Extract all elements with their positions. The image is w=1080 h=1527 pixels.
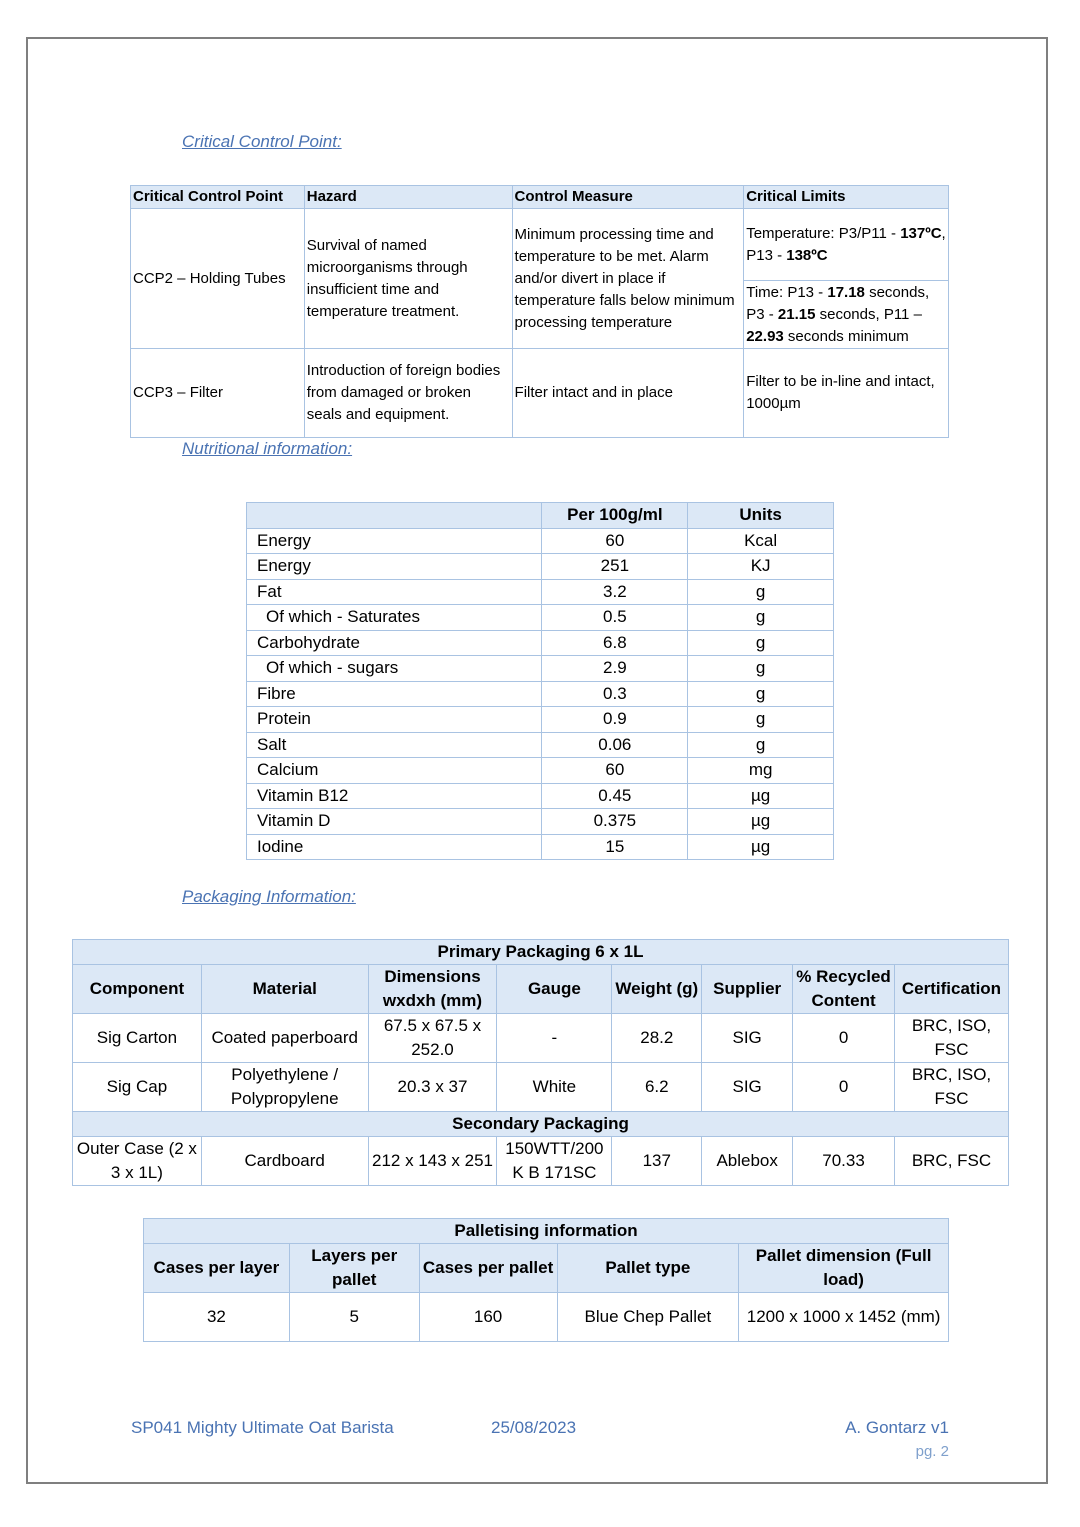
pack-header-dimensions: Dimensions wxdxh (mm) <box>368 965 497 1014</box>
nutrition-table <box>246 502 834 860</box>
pack-header-gauge: Gauge <box>497 965 612 1014</box>
pallet-header: Cases per pallet <box>419 1244 557 1293</box>
nutrient-value: 2.9 <box>542 656 688 682</box>
ccp-limit-temperature <box>744 209 949 281</box>
nutrient-name: Vitamin B12 <box>247 783 542 809</box>
nutrient-name: Fat <box>247 579 542 605</box>
limit-text: Time: P13 - <box>746 283 828 301</box>
table-row <box>247 732 834 758</box>
table-row <box>73 1063 1009 1112</box>
pack-cell: Sig Carton <box>73 1014 202 1063</box>
pack-header-supplier: Supplier <box>702 965 793 1014</box>
table-row <box>73 1137 1009 1186</box>
table-row <box>247 783 834 809</box>
ccp-measure: Minimum processing time and temperature to be met. Alarm and/or divert in place if temperature falls below minimum processing temperature <box>512 209 744 349</box>
nutrient-value: 3.2 <box>542 579 688 605</box>
nutrient-value: 0.5 <box>542 605 688 631</box>
pack-cell: 70.33 <box>793 1137 895 1186</box>
table-row <box>73 1014 1009 1063</box>
nutrient-unit: µg <box>688 809 834 835</box>
pack-cell: SIG <box>702 1063 793 1112</box>
nutrient-unit: g <box>688 732 834 758</box>
nutrient-unit: mg <box>688 758 834 784</box>
ccp-limit: Filter to be in-line and intact, 1000µm <box>744 349 949 438</box>
nutrient-name: Energy <box>247 528 542 554</box>
nutrient-value: 0.375 <box>542 809 688 835</box>
table-row <box>247 707 834 733</box>
ccp-hazard: Introduction of foreign bodies from damaged or broken seals and equipment. <box>304 349 512 438</box>
limit-text: seconds minimum <box>783 327 909 345</box>
nutrient-unit: KJ <box>688 554 834 580</box>
nutrition-header-name <box>247 503 542 529</box>
table-row <box>247 656 834 682</box>
nutrition-heading: Nutritional information: <box>182 439 353 458</box>
table-row <box>247 809 834 835</box>
table-row <box>131 349 949 438</box>
ccp-header-point: Critical Control Point <box>131 186 305 209</box>
pack-cell: 0 <box>793 1063 895 1112</box>
primary-packaging-title: Primary Packaging 6 x 1L <box>73 940 1009 965</box>
limit-text: seconds, P11 – <box>815 305 922 323</box>
ccp-point: CCP3 – Filter <box>131 349 305 438</box>
nutrient-value: 15 <box>542 834 688 860</box>
pallet-header: Layers per pallet <box>289 1244 419 1293</box>
pack-header-component: Component <box>73 965 202 1014</box>
nutrient-name: Salt <box>247 732 542 758</box>
pallet-cell: 1200 x 1000 x 1452 (mm) <box>739 1293 949 1342</box>
ccp-header-limits: Critical Limits <box>744 186 949 209</box>
limit-text: Temperature: P3/P11 - <box>746 224 901 242</box>
nutrient-value: 60 <box>542 528 688 554</box>
pack-header-weight: Weight (g) <box>612 965 702 1014</box>
limit-text: seconds, P3 - <box>746 283 930 323</box>
limit-value: 21.15 <box>777 305 816 323</box>
packaging-header-row <box>73 965 1009 1014</box>
nutrient-name: Of which - sugars <box>247 656 542 682</box>
pallet-cell: Blue Chep Pallet <box>557 1293 739 1342</box>
nutrient-name: Calcium <box>247 758 542 784</box>
nutrient-name: Iodine <box>247 834 542 860</box>
table-row <box>247 834 834 860</box>
limit-value: 137ºC <box>900 224 942 242</box>
packaging-heading: Packaging Information: <box>182 887 356 906</box>
pack-cell: 67.5 x 67.5 x 252.0 <box>368 1014 497 1063</box>
nutrition-header-value: Per 100g/ml <box>542 503 688 529</box>
pack-cell: 20.3 x 37 <box>368 1063 497 1112</box>
nutrient-unit: g <box>688 579 834 605</box>
nutrient-name: Vitamin D <box>247 809 542 835</box>
pallet-cell: 32 <box>144 1293 290 1342</box>
table-row <box>247 554 834 580</box>
nutrient-name: Energy <box>247 554 542 580</box>
pack-cell: Sig Cap <box>73 1063 202 1112</box>
table-row <box>247 758 834 784</box>
pack-cell: 28.2 <box>612 1014 702 1063</box>
nutrient-name: Of which - Saturates <box>247 605 542 631</box>
pack-cell: Cardboard <box>201 1137 368 1186</box>
nutrient-unit: g <box>688 605 834 631</box>
packaging-table <box>72 939 1009 1186</box>
ccp-point: CCP2 – Holding Tubes <box>131 209 305 349</box>
pack-cell: SIG <box>702 1014 793 1063</box>
pack-header-recycled: % Recycled Content <box>793 965 895 1014</box>
pack-cell: 212 x 143 x 251 <box>368 1137 497 1186</box>
limit-value: 22.93 <box>746 327 784 345</box>
nutrient-unit: g <box>688 707 834 733</box>
nutrient-unit: µg <box>688 834 834 860</box>
nutrient-value: 251 <box>542 554 688 580</box>
primary-title-row <box>73 940 1009 965</box>
nutrient-unit: Kcal <box>688 528 834 554</box>
table-row <box>247 630 834 656</box>
nutrition-header-row <box>247 503 834 529</box>
table-row <box>247 681 834 707</box>
pack-cell: Outer Case (2 x 3 x 1L) <box>73 1137 202 1186</box>
nutrient-name: Fibre <box>247 681 542 707</box>
footer-product: SP041 Mighty Ultimate Oat Barista <box>131 1418 394 1437</box>
pack-cell: 6.2 <box>612 1063 702 1112</box>
ccp-header-measure: Control Measure <box>512 186 744 209</box>
nutrient-name: Carbohydrate <box>247 630 542 656</box>
ccp-table <box>130 185 949 438</box>
pallet-table <box>143 1218 949 1342</box>
pack-cell: Polyethylene / Polypropylene <box>201 1063 368 1112</box>
page-number: pg. 2 <box>915 1443 949 1460</box>
pallet-cell: 160 <box>419 1293 557 1342</box>
ccp-heading: Critical Control Point: <box>182 132 342 151</box>
secondary-packaging-title: Secondary Packaging <box>73 1112 1009 1137</box>
table-row <box>131 209 949 281</box>
table-row <box>247 579 834 605</box>
secondary-title-row <box>73 1112 1009 1137</box>
ccp-measure: Filter intact and in place <box>512 349 744 438</box>
nutrient-unit: g <box>688 630 834 656</box>
ccp-hazard: Survival of named microorganisms through insufficient time and temperature treatment. <box>304 209 512 349</box>
pallet-cell: 5 <box>289 1293 419 1342</box>
limit-value: 17.18 <box>827 283 865 301</box>
nutrient-unit: g <box>688 681 834 707</box>
nutrient-value: 0.45 <box>542 783 688 809</box>
pack-header-certification: Certification <box>894 965 1008 1014</box>
footer-date: 25/08/2023 <box>491 1418 577 1437</box>
nutrient-value: 0.9 <box>542 707 688 733</box>
pack-cell: BRC, FSC <box>894 1137 1008 1186</box>
pallet-title: Palletising information <box>144 1219 949 1244</box>
pallet-header: Pallet dimension (Full load) <box>739 1244 949 1293</box>
nutrient-value: 0.3 <box>542 681 688 707</box>
ccp-header-hazard: Hazard <box>304 186 512 209</box>
nutrient-value: 60 <box>542 758 688 784</box>
nutrient-value: 0.06 <box>542 732 688 758</box>
footer-author: A. Gontarz v1 <box>845 1418 949 1437</box>
table-row <box>247 528 834 554</box>
nutrient-unit: g <box>688 656 834 682</box>
pallet-title-row <box>144 1219 949 1244</box>
pallet-header: Cases per layer <box>144 1244 290 1293</box>
pallet-header: Pallet type <box>557 1244 739 1293</box>
pack-cell: White <box>497 1063 612 1112</box>
nutrient-value: 6.8 <box>542 630 688 656</box>
limit-text: , P13 - <box>746 224 946 264</box>
pallet-header-row <box>144 1244 949 1293</box>
table-row <box>247 605 834 631</box>
pack-cell: Coated paperboard <box>201 1014 368 1063</box>
nutrient-unit: µg <box>688 783 834 809</box>
ccp-header-row <box>131 186 949 209</box>
pack-cell: 137 <box>612 1137 702 1186</box>
pack-cell: BRC, ISO, FSC <box>894 1063 1008 1112</box>
nutrition-body <box>247 528 834 860</box>
pack-cell: BRC, ISO, FSC <box>894 1014 1008 1063</box>
limit-value: 138ºC <box>786 246 828 264</box>
nutrition-header-units: Units <box>688 503 834 529</box>
nutrient-name: Protein <box>247 707 542 733</box>
pack-cell: - <box>497 1014 612 1063</box>
pack-cell: Ablebox <box>702 1137 793 1186</box>
pack-cell: 150WTT/200 K B 171SC <box>497 1137 612 1186</box>
pack-header-material: Material <box>201 965 368 1014</box>
pack-cell: 0 <box>793 1014 895 1063</box>
table-row <box>144 1293 949 1342</box>
ccp-limit-time <box>744 281 949 349</box>
